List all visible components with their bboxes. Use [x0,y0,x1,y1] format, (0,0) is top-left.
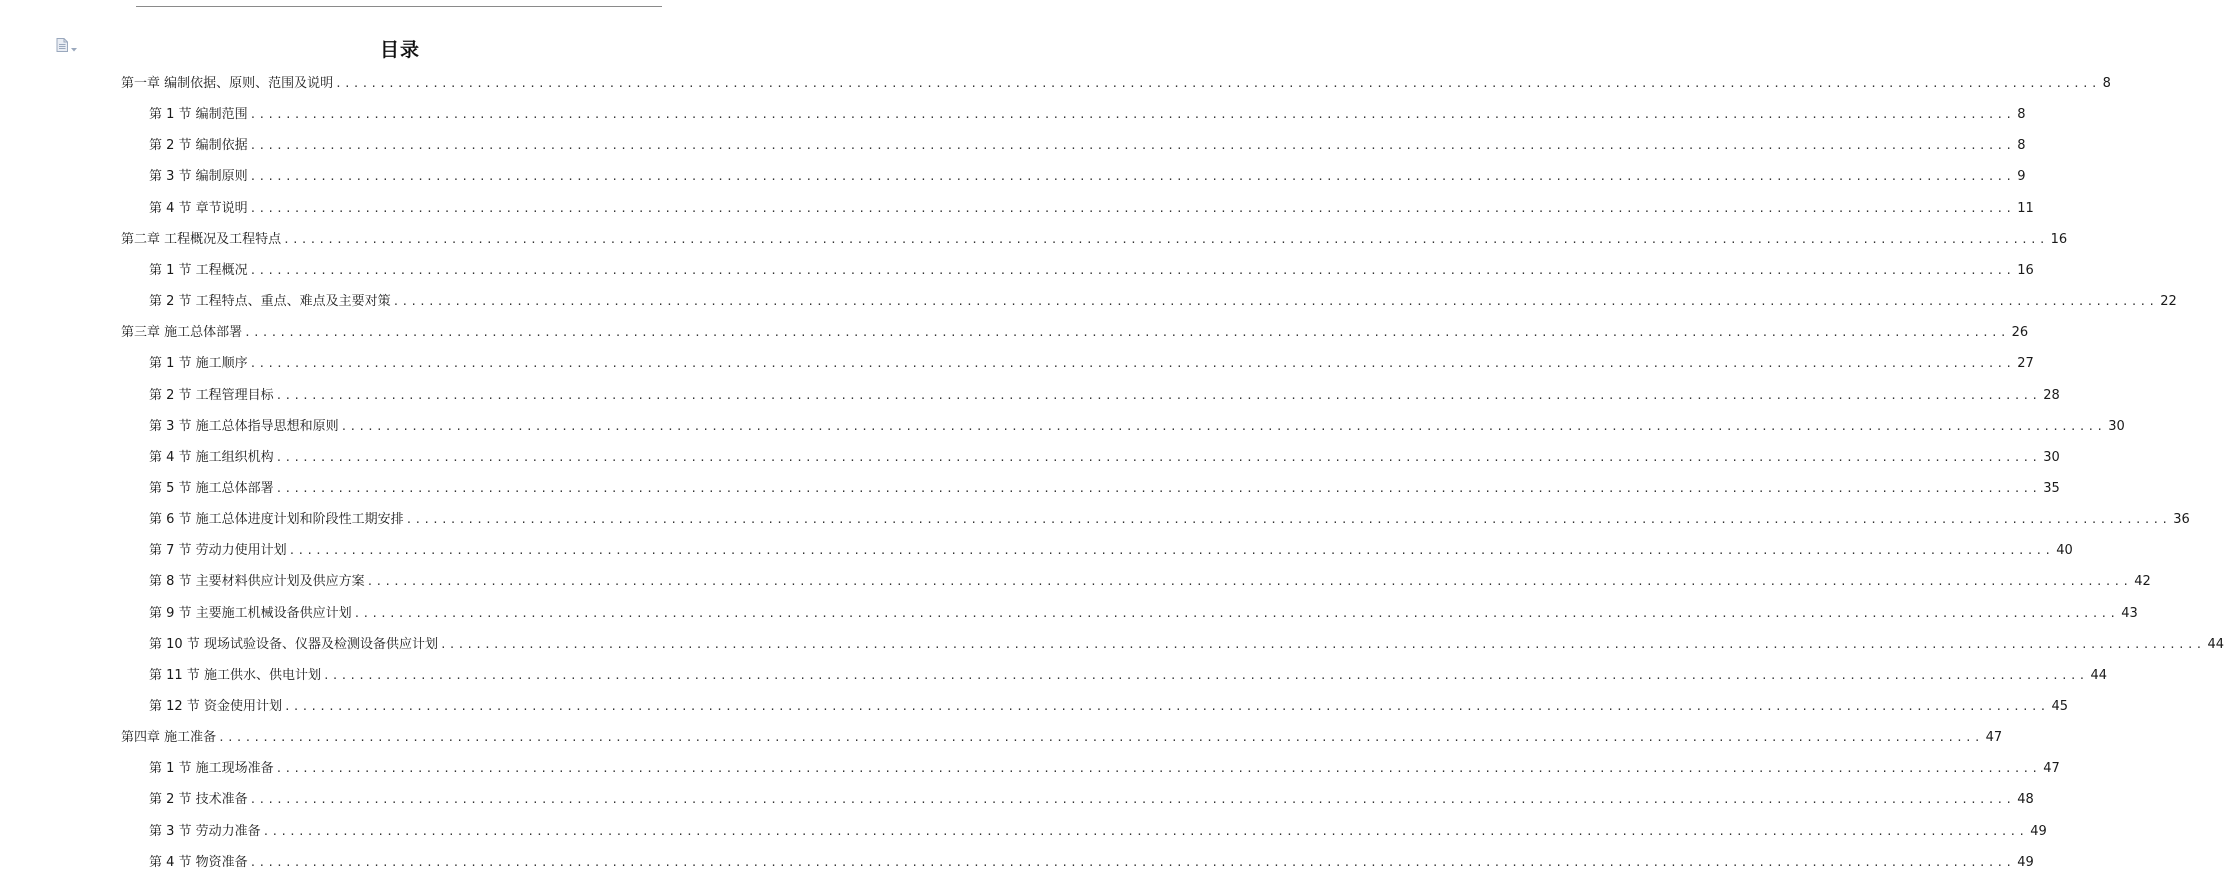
toc-page-number: 30 [2043,449,2060,465]
toc-leader-dots: ........................................................................................................................................................................................................ [283,700,2049,713]
toc-leader-dots: ........................................................................................................................................................................................................ [218,731,1983,745]
toc-section-entry[interactable] [149,571,2151,593]
toc-page-number: 16 [2050,231,2068,247]
toc-entry-label: 第 2 节 工程管理目标 [149,387,274,403]
toc-entry-label: 第 4 节 章节说明 [149,200,248,216]
toc-section-entry[interactable] [149,758,2060,780]
toc-section-entry[interactable] [149,447,2060,469]
toc-page-number: 40 [2056,543,2073,559]
toc-page-number: 47 [2043,761,2060,777]
toc-page-number: 45 [2051,699,2069,714]
toc-entry-label: 第 7 节 劳动力使用计划 [149,543,287,559]
toc-page-number: 49 [2030,823,2047,839]
toc-page-number: 22 [2160,294,2177,310]
toc-leader-dots: ........................................................................................................................................................................................................ [288,544,2054,558]
page-top-divider [136,6,662,7]
toc-section-entry[interactable] [149,353,2034,375]
toc-section-entry[interactable] [149,696,2069,718]
toc-entry-label: 第 8 节 主要材料供应计划及供应方案 [149,574,365,590]
toc-chapter-entry[interactable] [121,73,2111,95]
toc-leader-dots: ........................................................................................................................................................................................................ [249,263,2015,277]
toc-section-entry[interactable] [149,789,2034,811]
toc-chapter-entry[interactable] [121,229,2068,251]
toc-page-number: 27 [2017,356,2034,372]
toc-leader-dots: ........................................................................................................................................................................................................ [249,139,2015,153]
toc-leader-dots: ........................................................................................................................................................................................................ [249,108,2015,122]
toc-section-entry[interactable] [149,104,2026,126]
toc-leader-dots: ........................................................................................................................................................................................................ [275,450,2041,464]
toc-chapter-entry[interactable] [121,727,2003,749]
toc-leader-dots: ........................................................................................................................................................................................................ [392,295,2158,309]
toc-page-number: 49 [2017,854,2034,870]
toc-page-number: 8 [2017,138,2026,154]
toc-section-entry[interactable] [149,291,2177,313]
toc-entry-label: 第 1 节 施工顺序 [149,356,248,372]
toc-entry-label: 第 2 节 工程特点、重点、难点及主要对策 [149,294,391,310]
toc-section-entry[interactable] [149,135,2026,157]
toc-page-number: 26 [2011,325,2029,341]
toc-page-number: 48 [2017,792,2034,808]
toc-section-entry[interactable] [149,260,2034,282]
toc-entry-label: 第 2 节 技术准备 [149,792,248,808]
toc-entry-label: 第 3 节 劳动力准备 [149,823,261,839]
toc-section-entry[interactable] [149,509,2190,531]
toc-section-entry[interactable] [149,385,2060,407]
toc-leader-dots: ........................................................................................................................................................................................................ [249,201,2015,215]
toc-leader-dots: ........................................................................................................................................................................................................ [249,357,2015,371]
toc-page-number: 44 [2090,667,2108,683]
toc-leader-dots: ........................................................................................................................................................................................................ [353,606,2119,620]
toc-entry-label: 第 1 节 工程概况 [149,262,248,278]
toc-leader-dots: ........................................................................................................................................................................................................ [275,481,2041,495]
toc-section-entry[interactable] [149,166,2026,188]
toc-page-number: 47 [1985,730,2003,746]
toc-section-entry[interactable] [149,603,2138,625]
toc-entry-label: 第 4 节 施工组织机构 [149,449,274,465]
toc-page-number: 11 [2017,200,2034,216]
toc-leader-dots: ........................................................................................................................................................................................................ [366,575,2132,589]
toc-entry-label: 第 12 节 资金使用计划 [149,699,282,714]
toc-section-entry[interactable] [149,634,2224,656]
toc-leader-dots: ........................................................................................................................................................................................................ [439,637,2205,651]
toc-leader-dots: ........................................................................................................................................................................................................ [244,326,2009,340]
toc-section-entry[interactable] [149,821,2047,843]
toc-page-number: 42 [2134,574,2151,590]
toc-entry-label: 第 4 节 物资准备 [149,854,248,870]
toc-page-number: 8 [2102,76,2111,91]
toc-leader-dots: ........................................................................................................................................................................................................ [322,668,2088,682]
toc-title: 目录 [379,39,420,61]
toc-entry-label: 第 9 节 主要施工机械设备供应计划 [149,605,352,621]
toc-section-entry[interactable] [149,540,2073,562]
toc-leader-dots: ........................................................................................................................................................................................................ [249,855,2015,869]
toc-page-number: 9 [2017,169,2026,185]
toc-page-number: 35 [2043,480,2060,496]
toc-page-number: 43 [2121,605,2138,621]
toc-section-entry[interactable] [149,478,2060,500]
toc-leader-dots: ........................................................................................................................................................................................................ [275,388,2041,402]
toc-leader-dots: ........................................................................................................................................................................................................ [249,170,2015,184]
toc-chapter-entry[interactable] [121,322,2029,344]
toc-page-number: 30 [2108,418,2125,434]
toc-section-entry[interactable] [149,665,2108,687]
toc-entry-label: 第 10 节 现场试验设备、仪器及检测设备供应计划 [149,636,438,652]
toc-entry-label: 第 3 节 施工总体指导思想和原则 [149,418,339,434]
toc-entry-label: 第二章 工程概况及工程特点 [121,231,282,247]
toc-leader-dots: ........................................................................................................................................................................................................ [262,824,2028,838]
toc-entry-label: 第 1 节 编制范围 [149,107,248,123]
toc-page-number: 8 [2017,107,2026,123]
toc-entry-label: 第四章 施工准备 [121,730,217,746]
toc-entry-label: 第 6 节 施工总体进度计划和阶段性工期安排 [149,512,404,528]
toc-entry-label: 第 1 节 施工现场准备 [149,761,274,777]
toc-section-entry[interactable] [149,852,2034,874]
toc-leader-dots: ........................................................................................................................................................................................................ [335,77,2100,90]
toc-page-number: 28 [2043,387,2060,403]
toc-section-entry[interactable] [149,416,2125,438]
toc-leader-dots: ........................................................................................................................................................................................................ [340,419,2106,433]
toc-entry-label: 第一章 编制依据、原则、范围及说明 [121,76,334,91]
toc-entry-label: 第 5 节 施工总体部署 [149,480,274,496]
toc-entry-label: 第 11 节 施工供水、供电计划 [149,667,321,683]
toc-entry-label: 第三章 施工总体部署 [121,325,243,341]
toc-section-entry[interactable] [149,198,2034,220]
toc-entry-label: 第 2 节 编制依据 [149,138,248,154]
toc-entry-label: 第 3 节 编制原则 [149,169,248,185]
toc-leader-dots: ........................................................................................................................................................................................................ [283,232,2048,246]
toc-leader-dots: ........................................................................................................................................................................................................ [405,513,2171,527]
toc-page-number: 44 [2207,636,2224,652]
toc-leader-dots: ........................................................................................................................................................................................................ [249,793,2015,807]
toc-page-number: 36 [2173,512,2190,528]
toc-page-number: 16 [2017,262,2034,278]
toc-leader-dots: ........................................................................................................................................................................................................ [275,762,2041,776]
